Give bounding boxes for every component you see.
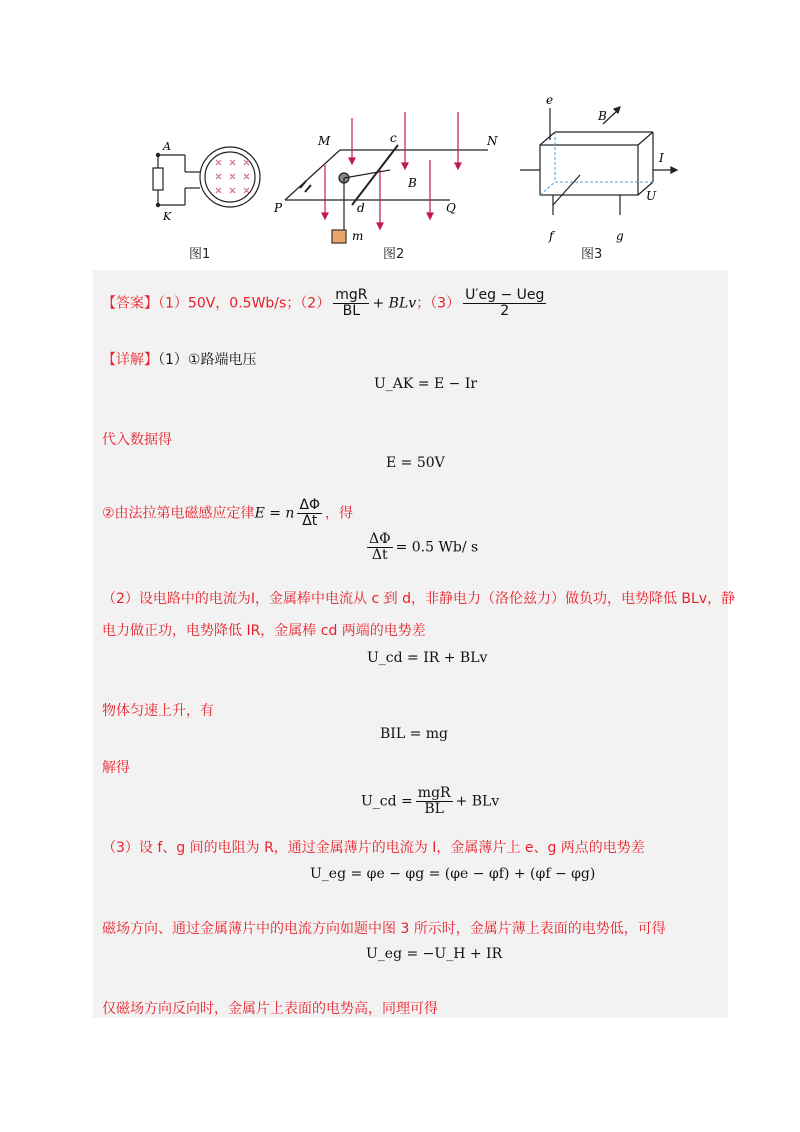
substitute-text: 代入数据得 (102, 432, 172, 448)
eq3-tail: = 0.5 Wb/ s (395, 539, 479, 556)
rise-text: 物体匀速上升，有 (102, 703, 214, 719)
fig3-label-U: U (646, 189, 657, 203)
fig2-label-c: c (390, 131, 397, 145)
figure-1-caption: 图1 (189, 247, 211, 262)
eq3-num: ΔΦ (369, 531, 391, 547)
figure-2-field-arrows (322, 112, 461, 229)
solve-text: 解得 (102, 760, 130, 776)
answer-part-1: （1）50V，0.5Wb/s；（2） (158, 295, 331, 312)
field-direction-1: 磁场方向、通过金属薄片中的电流方向如题中图 3 所示时，金属片薄上表面的电势低，可得 (102, 921, 666, 937)
fig1-label-K: K (163, 210, 172, 223)
equation-6 (361, 786, 499, 817)
eq6-den: BL (424, 801, 444, 817)
faraday-text: ②由法拉第电磁感应定律 (102, 505, 255, 522)
eq3-fraction (367, 532, 393, 563)
fig2-label-P: P (274, 201, 283, 215)
fig3-label-f: f (549, 229, 554, 243)
answer-line (102, 288, 549, 319)
equation-8: U_eg = −U_H + IR (366, 946, 503, 962)
answer-frac1-den: BL (342, 303, 361, 319)
figure-1-circuit (153, 147, 260, 207)
detail-tag: 【详解】 (102, 352, 158, 368)
figure-3-hidden-edges (540, 132, 653, 195)
faraday-den: Δt (302, 513, 318, 529)
figures-svg (0, 0, 800, 270)
answer-part-2: ；（3） (416, 295, 461, 312)
equation-3 (364, 532, 478, 563)
answer-tag: 【答案】 (102, 295, 158, 312)
faraday-eq-left: E = n (254, 505, 295, 522)
faraday-tail: ，得 (325, 505, 354, 522)
eq6-num: mgR (417, 785, 451, 801)
part2-line-2: 电力做正功，电势降低 IR，金属棒 cd 两端的电势差 (102, 623, 426, 639)
detail-heading (102, 349, 256, 369)
fig2-label-M: M (318, 134, 331, 148)
field-direction-2: 仅磁场方向反向时，金属片上表面的电势高，同理可得 (102, 1001, 438, 1017)
fig3-label-I: I (659, 151, 664, 165)
part3-text: （3）设 f、g 间的电阻为 R，通过金属薄片的电流为 I，金属薄片上 e、g 两点的电势差 (102, 840, 645, 856)
detail-intro: （1）①路端电压 (158, 352, 257, 368)
figure-1-field-marks (216, 160, 249, 193)
eq3-den: Δt (371, 547, 388, 563)
answer-fraction-1 (333, 288, 369, 319)
fig2-label-N: N (487, 134, 498, 148)
answer-frac3-num: U′eg − Ueg (465, 287, 545, 303)
equation-4: U_cd = IR + BLv (367, 650, 488, 666)
eq6-left: U_cd = (361, 793, 413, 810)
fig2-label-m: m (352, 229, 364, 243)
equation-7: U_eg = φe − φg = (φe − φf) + (φf − φg) (310, 866, 596, 882)
answer-frac3-den: 2 (500, 303, 510, 319)
fig3-label-e: e (546, 93, 554, 107)
figure-area (0, 0, 800, 270)
answer-frac1-num: mgR (335, 287, 368, 303)
fig2-label-B: B (408, 176, 417, 190)
faraday-fraction (297, 498, 322, 529)
equation-2: E = 50V (386, 455, 445, 471)
equation-1: U_AK = E − Ir (374, 376, 478, 392)
part2-line-1: （2）设电路中的电流为I，金属棒中电流从 c 到 d，非静电力（洛伦兹力）做负功，电势降低 BLv，静 (102, 591, 736, 607)
eq6-tail: + BLv (455, 793, 500, 810)
fig3-label-g: g (616, 229, 624, 243)
answer-part-1-tail: + BLv (372, 295, 417, 312)
fig2-label-d: d (357, 201, 365, 215)
faraday-line (102, 498, 353, 529)
equation-5: BIL = mg (380, 726, 448, 742)
fig3-label-B: B (598, 109, 607, 123)
eq6-fraction (416, 786, 453, 817)
figure-3-caption: 图3 (581, 247, 603, 262)
answer-fraction-3 (463, 288, 546, 319)
fig1-label-A: A (163, 140, 171, 153)
fig2-label-Q: Q (446, 201, 456, 215)
faraday-num: ΔΦ (299, 497, 321, 513)
figure-2-caption: 图2 (383, 247, 405, 262)
